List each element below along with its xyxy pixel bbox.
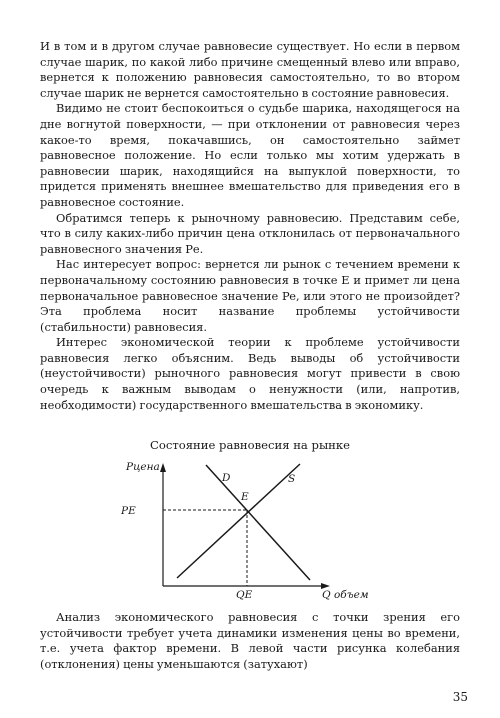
supply-curve: [177, 464, 300, 578]
paragraph-5: Интерес экономической теории к проблеме устойчивости равновесия легко объясним. Ведь выводы об устойчивости (неустойчивости) рыночного равновесия могут привести в свою очередь к важным выводам о ненужности (или, напротив, необходимости) государственного вмешательства в экономику.: [40, 335, 460, 412]
page-number: 35: [452, 690, 468, 704]
y-axis-label: Pцена: [126, 461, 160, 473]
y-axis-arrow: [160, 463, 166, 472]
paragraph-3: Обратимся теперь к рыночному равновесию. Представим себе, что в силу каких-либо причин цена отклонилась от первоначального равновесного значения Ре.: [40, 210, 460, 256]
qe-label: QE: [236, 589, 253, 601]
paragraph-2: Видимо не стоит беспокоиться о судьбе шарика, находящегося на дне вогнутой поверхности, — при отклонении от равновесия через какое-то время, покачавшись, он самостоятельно займет равновесное положение. Но если только мы хотим удержать в равновесии шарик, находящийся на выпуклой поверхности, то придется применять внешнее вмешательство для приведения его в равновесное состояние.: [40, 101, 460, 209]
figure-title: Состояние равновесия на рынке: [149, 438, 351, 452]
equilibrium-label: E: [241, 491, 249, 503]
paragraph-4: Нас интересует вопрос: вернется ли рынок с течением времени к первоначальному состоянию равновесия в точке E и примет ли цена первоначальное равновесное значение Pe, или этого не произойдет? Эта проблема носит название проблемы устойчивости (стабильности) равновесия.: [40, 257, 460, 334]
paragraph-1: И в том и в другом случае равновесие существует. Но если в первом случае шарик, по какой либо причине смещенный влево или вправо, вернется к положению равновесия самостоятельно, то во втором случае шарик не вернется самостоятельно в состояние равновесия.: [40, 39, 460, 100]
paragraph-6: Анализ экономического равновесия с точки зрения его устойчивости требует учета динамики изменения цены во времени, т.е. учета фактор времени. В левой части рисунка колебания (отклонения) цены уменьшаются (затухают): [40, 610, 460, 671]
pe-label: PE: [121, 505, 136, 517]
text-block-bottom: [40, 610, 460, 672]
x-axis-label: Q объем: [322, 589, 369, 601]
supply-label: S: [288, 473, 296, 485]
demand-label: D: [222, 472, 231, 484]
